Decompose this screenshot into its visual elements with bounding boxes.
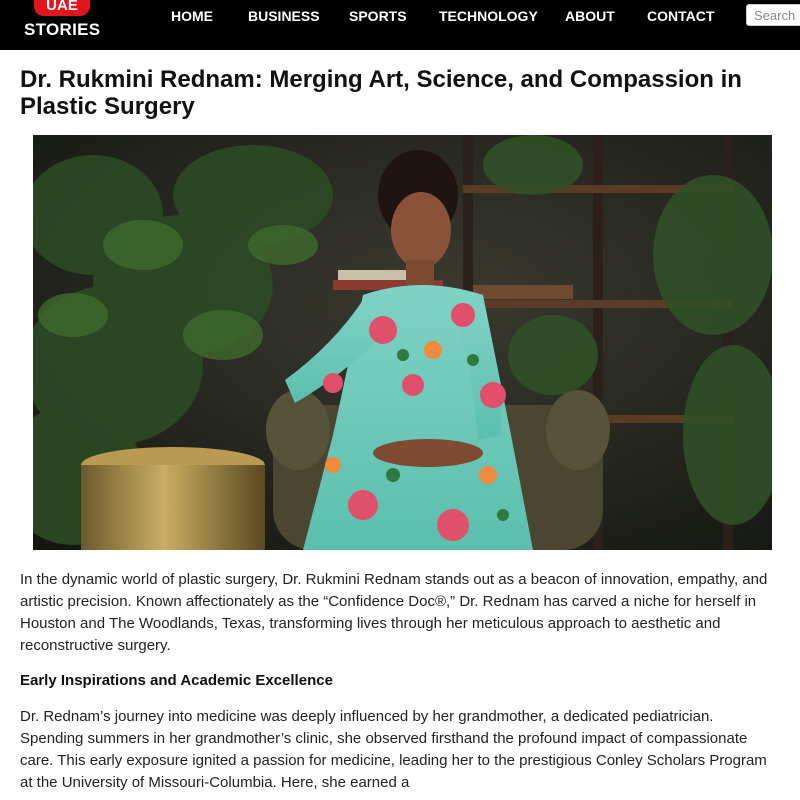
nav-home[interactable]: HOME xyxy=(171,8,213,24)
logo-text-bottom: STORIES xyxy=(24,20,101,39)
site-header xyxy=(0,0,800,50)
section-heading: Early Inspirations and Academic Excellence xyxy=(20,672,333,689)
article-paragraph: Dr. Rednam’s journey into medicine was deeply influenced by her grandmother, a dedicated pediatrician. Spending summers in her grandmother’s clinic, she observed firsthand the profound impact of compassionate care. This early exposure ignited a passion for medicine, leading her to the prestigious Conley Scholars Program at the University of Missouri-Columbia. Here, she earned a xyxy=(20,708,767,791)
article-paragraph: In the dynamic world of plastic surgery, Dr. Rukmini Rednam stands out as a beacon of innovation, empathy, and artistic precision. Known affectionately as the “Confidence Doc®,” Dr. Rednam has carved a niche for herself in Houston and The Woodlands, Texas, transforming lives through her meticulous approach to aesthetic and reconstructive surgery. xyxy=(20,571,768,654)
logo-text-top: UAE xyxy=(46,0,78,14)
site-logo[interactable] xyxy=(24,0,104,48)
nav-contact[interactable]: CONTACT xyxy=(647,8,715,24)
nav-business[interactable]: BUSINESS xyxy=(248,8,320,24)
article-title: Dr. Rukmini Rednam: Merging Art, Science, and Compassion in Plastic Surgery xyxy=(20,66,742,120)
search-input[interactable] xyxy=(746,4,800,26)
nav-sports[interactable]: SPORTS xyxy=(349,8,407,24)
nav-technology[interactable]: TECHNOLOGY xyxy=(439,8,538,24)
article-hero-image xyxy=(33,135,772,550)
nav-about[interactable]: ABOUT xyxy=(565,8,615,24)
